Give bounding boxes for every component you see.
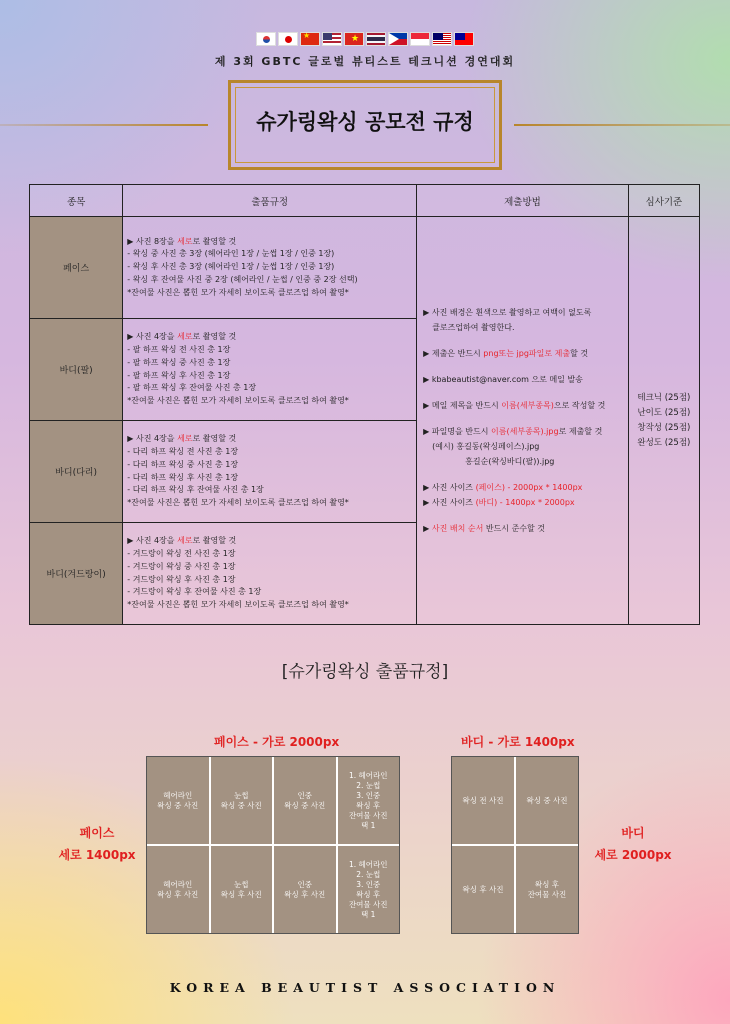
gold-divider-right bbox=[514, 124, 730, 126]
face-photo-grid bbox=[146, 756, 400, 934]
header-spec: 출품규정 bbox=[123, 185, 417, 217]
table-header-row bbox=[30, 185, 700, 217]
category-cell: 바디(겨드랑이) bbox=[30, 523, 123, 625]
method-line: ▶ 사진 배치 순서 반드시 준수할 것 bbox=[423, 524, 546, 533]
association-footer: KOREA BEAUTIST ASSOCIATION bbox=[169, 980, 561, 995]
judging-item: 완성도 (25점) bbox=[637, 437, 691, 448]
header-category: 종목 bbox=[30, 185, 123, 217]
photo-slot: 왁싱 후 잔여물 사진 bbox=[516, 846, 578, 933]
spec-line: *잔여물 사진은 뽑힌 모가 자세히 보이도록 클로즈업 하여 촬영* bbox=[127, 396, 349, 406]
method-line: ▶ 사진 사이즈 (페이스) - 2000px * 1400px bbox=[423, 483, 583, 492]
body-photo-grid bbox=[451, 756, 579, 934]
method-line: ▶ 메일 제목을 반드시 이름(세부종목)으로 작성할 것 bbox=[423, 401, 606, 410]
method-line: ▶ 파일명을 반드시 이름(세부종목).jpg로 제출할 것 bbox=[423, 427, 603, 436]
photo-slot: 눈썹 왁싱 중 사진 bbox=[211, 757, 273, 844]
cn-flag-icon bbox=[300, 32, 320, 46]
spec-line: - 다리 하프 왁싱 전 사진 총 1장 bbox=[127, 446, 239, 456]
spec-line: - 팔 하프 왁싱 전 사진 총 1장 bbox=[127, 344, 231, 354]
country-flags bbox=[0, 32, 730, 46]
category-cell: 바디(다리) bbox=[30, 421, 123, 523]
method-line: (예시) 홍길동(왁싱페이스).jpg bbox=[432, 442, 540, 451]
face-side-title: 페이스 bbox=[79, 826, 115, 840]
spec-line: - 겨드랑이 왁싱 중 사진 총 1장 bbox=[127, 561, 236, 571]
event-subtitle: 제 3회 GBTC 글로벌 뷰티스트 테크니션 경연대회 bbox=[214, 55, 516, 68]
ph-flag-icon bbox=[388, 32, 408, 46]
judging-cell bbox=[628, 217, 699, 625]
spec-lead: ▶ 사진 4장을 세로로 촬영할 것 bbox=[127, 332, 237, 342]
spec-line: - 팔 하프 왁싱 중 사진 총 1장 bbox=[127, 357, 231, 367]
jp-flag-icon bbox=[278, 32, 298, 46]
spec-line: - 다리 하프 왁싱 후 사진 총 1장 bbox=[127, 472, 239, 482]
spec-line: - 다리 하프 왁싱 중 사진 총 1장 bbox=[127, 459, 239, 469]
spec-line: - 겨드랑이 왁싱 후 사진 총 1장 bbox=[127, 574, 236, 584]
face-side-label bbox=[52, 822, 142, 866]
my-flag-icon bbox=[432, 32, 452, 46]
judging-item: 창작성 (25점) bbox=[637, 422, 691, 433]
gold-divider-left bbox=[0, 124, 208, 126]
page-title: 슈가링왁싱 공모전 규정 bbox=[256, 110, 474, 134]
sg-flag-icon bbox=[410, 32, 430, 46]
rules-table bbox=[29, 184, 700, 625]
body-side-title: 바디 bbox=[621, 826, 645, 840]
photo-slot: 헤어라인 왁싱 중 사진 bbox=[147, 757, 209, 844]
header-judging: 심사기준 bbox=[628, 185, 699, 217]
spec-line: - 팔 하프 왁싱 후 잔여물 사진 총 1장 bbox=[127, 383, 257, 393]
method-cell bbox=[417, 217, 629, 625]
spec-line: *잔여물 사진은 뽑힌 모가 자세히 보이도록 클로즈업 하여 촬영* bbox=[127, 498, 349, 508]
method-line: ▶ 제출은 반드시 png또는 jpg파일로 제출할 것 bbox=[423, 349, 589, 358]
spec-line: *잔여물 사진은 뽑힌 모가 자세히 보이도록 클로즈업 하여 촬영* bbox=[127, 287, 349, 297]
spec-line: - 팔 하프 왁싱 후 사진 총 1장 bbox=[127, 370, 231, 380]
spec-line: - 다리 하프 왁싱 후 잔여물 사진 총 1장 bbox=[127, 485, 264, 495]
photo-slot: 왁싱 후 사진 bbox=[452, 846, 514, 933]
section-title: [슈가링왁싱 출품규정] bbox=[281, 662, 449, 682]
photo-slot: 왁싱 전 사진 bbox=[452, 757, 514, 844]
spec-line: - 왁싱 후 사진 총 3장 (헤어라인 1장 / 눈썹 1장 / 인중 1장) bbox=[127, 262, 335, 272]
body-side-size: 세로 2000px bbox=[594, 848, 672, 862]
vn-flag-icon bbox=[344, 32, 364, 46]
photo-slot: 1. 헤어라인 2. 눈썹 3. 인중 왁싱 후 잔여물 사진 택 1 bbox=[338, 757, 400, 844]
face-layout-header: 페이스 - 가로 2000px bbox=[214, 735, 340, 749]
category-cell: 바디(팔) bbox=[30, 319, 123, 421]
spec-cell bbox=[123, 217, 417, 319]
photo-slot: 왁싱 중 사진 bbox=[516, 757, 578, 844]
spec-line: - 왁싱 후 잔여물 사진 중 2장 (헤어라인 / 눈썹 / 인중 중 2장 선택) bbox=[127, 274, 358, 284]
spec-cell bbox=[123, 421, 417, 523]
spec-lead: ▶ 사진 8장을 세로로 촬영할 것 bbox=[127, 236, 237, 246]
spec-lead: ▶ 사진 4장을 세로로 촬영할 것 bbox=[127, 536, 237, 546]
th-flag-icon bbox=[366, 32, 386, 46]
method-email: ▶ kbabeautist@naver.com 으로 메일 발송 bbox=[423, 375, 583, 384]
table-row bbox=[30, 217, 700, 319]
category-cell: 페이스 bbox=[30, 217, 123, 319]
tw-flag-icon bbox=[454, 32, 474, 46]
method-line: 홍길순(왁싱바디(팔)).jpg bbox=[465, 457, 555, 466]
method-line: 클로즈업하여 촬영한다. bbox=[432, 323, 515, 332]
judging-item: 난이도 (25점) bbox=[637, 407, 691, 418]
header-method: 제출방법 bbox=[417, 185, 629, 217]
method-line: ▶ 사진 사이즈 (바디) - 1400px * 2000px bbox=[423, 498, 575, 507]
spec-cell bbox=[123, 523, 417, 625]
spec-line: - 겨드랑이 왁싱 전 사진 총 1장 bbox=[127, 548, 236, 558]
face-side-size: 세로 1400px bbox=[58, 848, 136, 862]
photo-slot: 헤어라인 왁싱 후 사진 bbox=[147, 846, 209, 933]
body-layout-header: 바디 - 가로 1400px bbox=[461, 735, 575, 749]
judging-item: 테크닉 (25점) bbox=[637, 392, 691, 403]
spec-cell bbox=[123, 319, 417, 421]
spec-lead: ▶ 사진 4장을 세로로 촬영할 것 bbox=[127, 434, 237, 444]
photo-slot: 인중 왁싱 중 사진 bbox=[274, 757, 336, 844]
spec-line: - 왁싱 중 사진 총 3장 (헤어라인 1장 / 눈썹 1장 / 인중 1장) bbox=[127, 249, 335, 259]
method-line: ▶ 사진 배경은 흰색으로 촬영하고 여백이 없도록 bbox=[423, 308, 592, 317]
spec-line: *잔여물 사진은 뽑힌 모가 자세히 보이도록 클로즈업 하여 촬영* bbox=[127, 600, 349, 610]
body-side-label bbox=[588, 822, 678, 866]
photo-slot: 1. 헤어라인 2. 눈썹 3. 인중 왁싱 후 잔여물 사진 택 1 bbox=[338, 846, 400, 933]
us-flag-icon bbox=[322, 32, 342, 46]
photo-slot: 인중 왁싱 후 사진 bbox=[274, 846, 336, 933]
spec-line: - 겨드랑이 왁싱 후 잔여물 사진 총 1장 bbox=[127, 587, 262, 597]
kr-flag-icon bbox=[256, 32, 276, 46]
photo-slot: 눈썹 왁싱 후 사진 bbox=[211, 846, 273, 933]
